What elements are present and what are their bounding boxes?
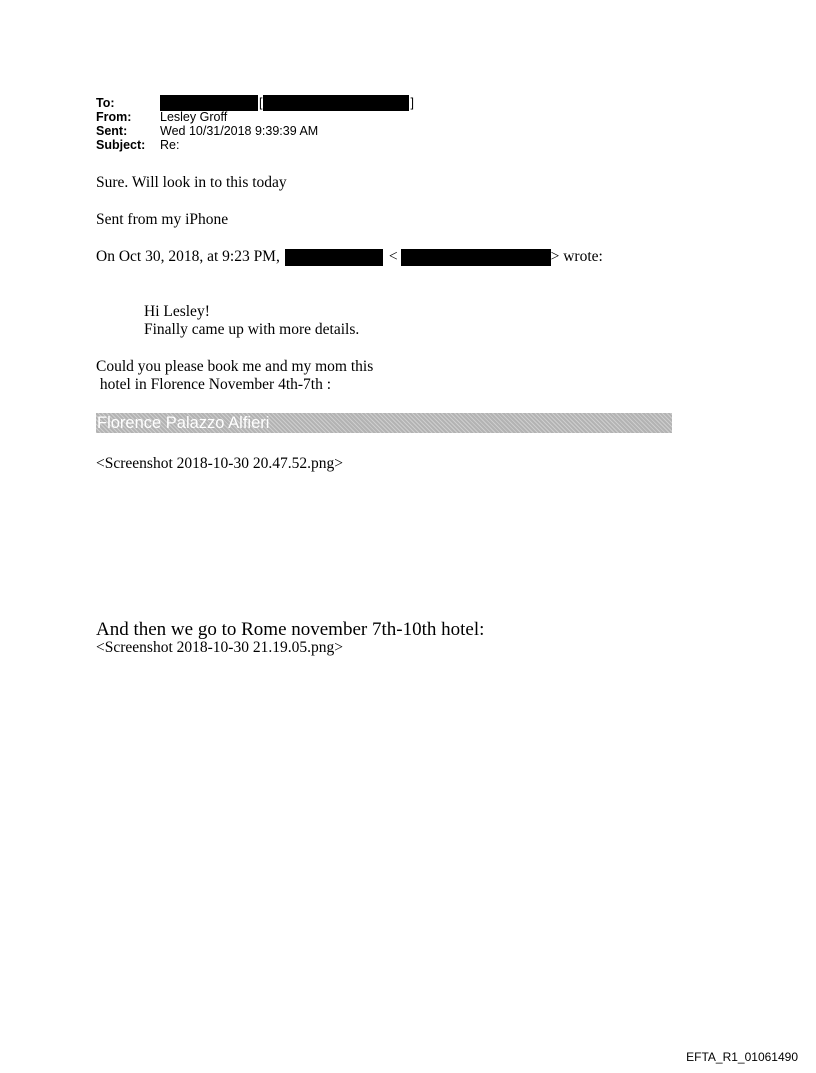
to-label: To: — [96, 96, 115, 110]
rome-line: And then we go to Rome november 7th-10th hotel: — [96, 619, 485, 640]
hotel-banner: Florence Palazzo Alfieri — [96, 413, 672, 433]
bracket-close: ] — [410, 96, 414, 110]
redacted-sender-email — [401, 249, 551, 266]
sent-label: Sent: — [96, 124, 128, 138]
request-line2: hotel in Florence November 4th-7th : — [96, 376, 332, 393]
bracket-open: [ — [259, 96, 263, 110]
attachment-2: <Screenshot 2018-10-30 21.19.05.png> — [96, 639, 343, 656]
email-header — [96, 96, 414, 152]
from-value: Lesley Groff — [160, 110, 228, 124]
attachment-1: <Screenshot 2018-10-30 20.47.52.png> — [96, 455, 343, 472]
greeting: Hi Lesley! — [144, 303, 210, 320]
quote-intro-lt: < — [388, 248, 398, 265]
from-row — [96, 110, 414, 124]
sent-row — [96, 124, 414, 138]
redacted-recipient-email — [263, 95, 409, 111]
redacted-sender-name — [285, 249, 383, 266]
greeting-line2: Finally came up with more details. — [144, 321, 360, 338]
reply-line: Sure. Will look in to this today — [96, 174, 287, 191]
quote-intro-suffix: > wrote: — [550, 248, 603, 265]
subject-row — [96, 138, 414, 152]
subject-label: Subject: — [96, 138, 146, 152]
quote-intro — [96, 248, 603, 266]
signature: Sent from my iPhone — [96, 211, 229, 228]
request-line1: Could you please book me and my mom this — [96, 358, 374, 375]
quote-intro-prefix: On Oct 30, 2018, at 9:23 PM, — [96, 248, 280, 265]
from-label: From: — [96, 110, 132, 124]
document-id: EFTA_R1_01061490 — [686, 1050, 798, 1064]
redacted-recipient-name — [160, 95, 258, 111]
sent-value: Wed 10/31/2018 9:39:39 AM — [160, 124, 319, 138]
subject-value: Re: — [160, 138, 180, 152]
to-row — [96, 96, 414, 110]
